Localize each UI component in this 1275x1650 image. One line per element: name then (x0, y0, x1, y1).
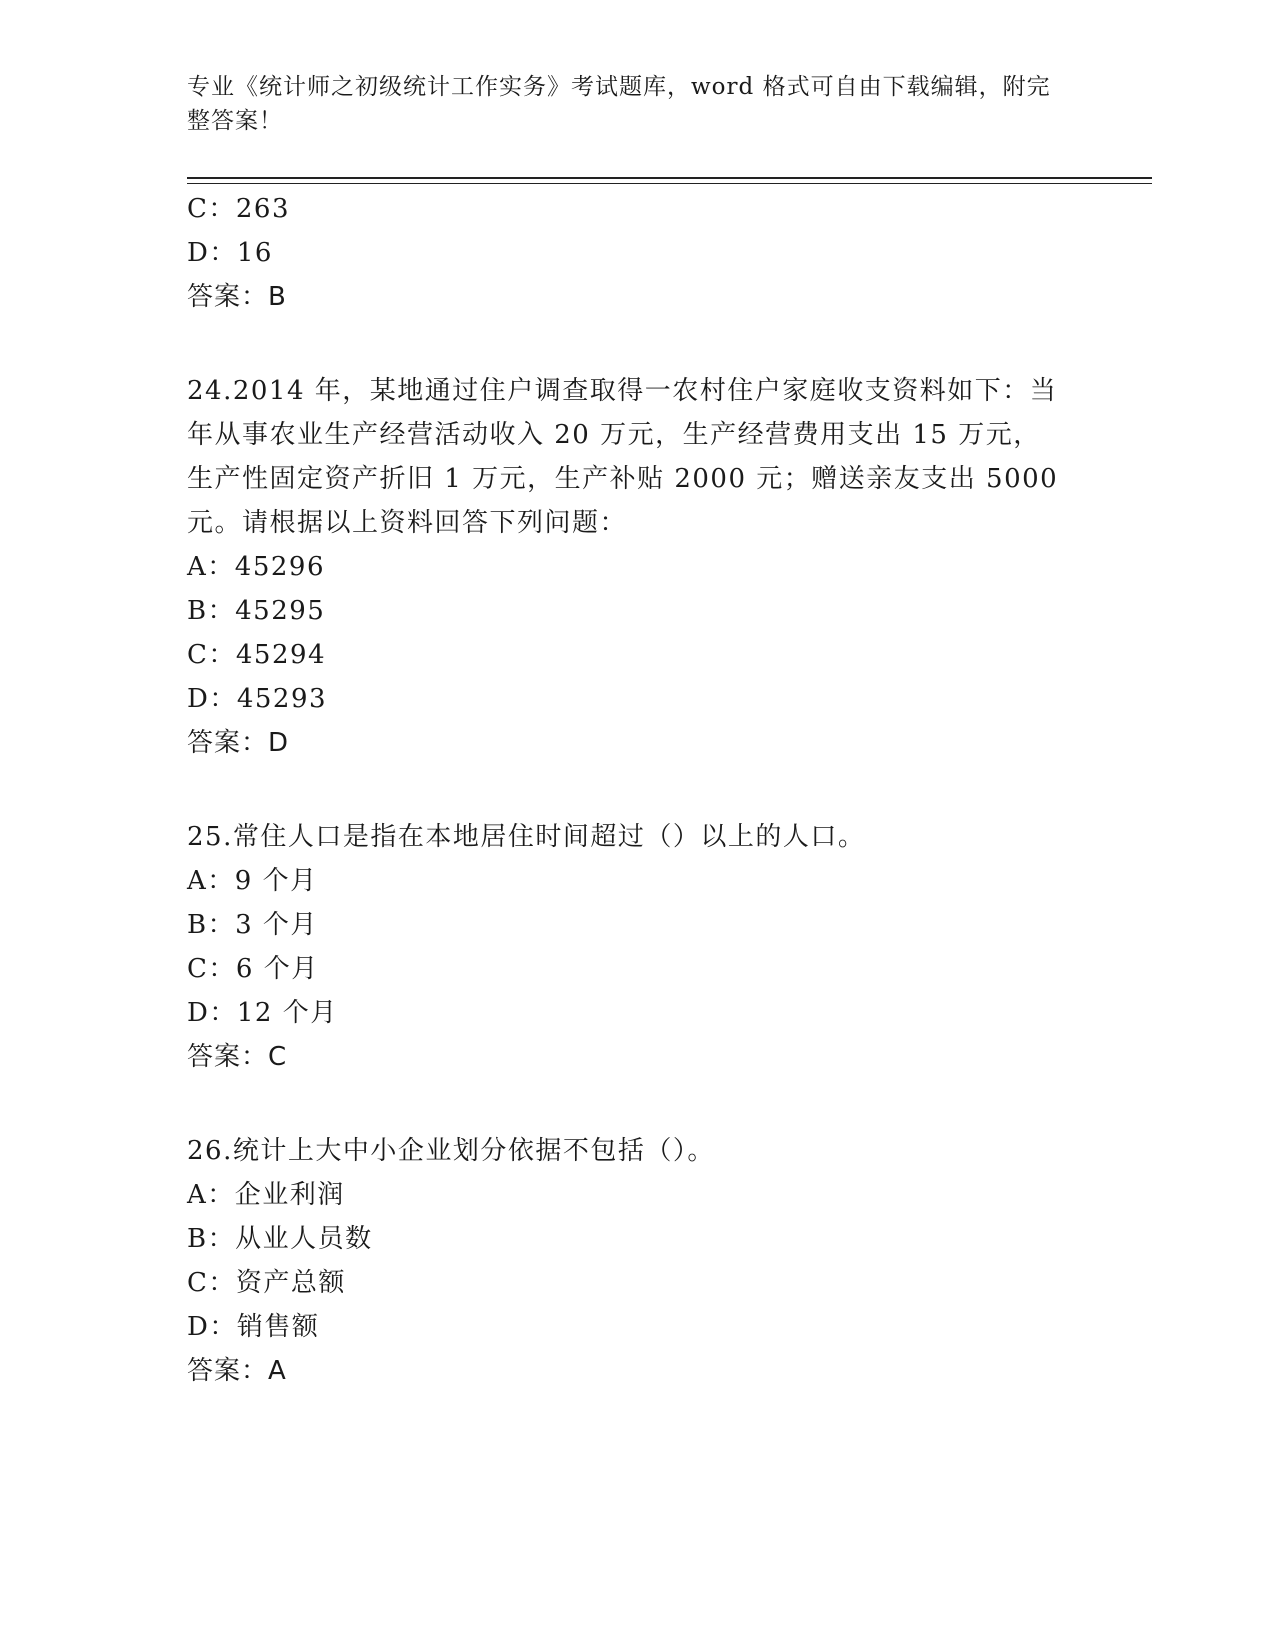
q26-question: 26.统计上大中小企业划分依据不包括（）。 (187, 1136, 715, 1166)
q25-option-a: A：9 个月 (187, 866, 318, 896)
header-divider-thin (187, 183, 1152, 184)
q24-question-line-1: 24.2014 年，某地通过住户调查取得一农村住户家庭收支资料如下：当 (187, 376, 1058, 406)
q26-answer: 答案：A (187, 1356, 287, 1386)
q23-option-c: C：263 (187, 194, 291, 224)
q26-option-b: B：从业人员数 (187, 1224, 373, 1254)
q24-option-c: C：45294 (187, 640, 327, 670)
q26-option-d: D：销售额 (187, 1312, 320, 1342)
q24-question-line-4: 元。请根据以上资料回答下列问题： (187, 508, 628, 538)
q26-option-a: A：企业利润 (187, 1180, 345, 1210)
document-header (187, 70, 1067, 138)
q24-option-d: D：45293 (187, 684, 328, 714)
header-divider-thick (187, 177, 1152, 179)
q25-answer: 答案：C (187, 1042, 288, 1072)
q24-option-a: A：45296 (187, 552, 325, 582)
q25-question: 25.常住人口是指在本地居住时间超过（）以上的人口。 (187, 822, 866, 852)
header-title-line-1: 专业《统计师之初级统计工作实务》考试题库，word 格式可自由下载编辑，附完 (187, 74, 1051, 100)
q25-option-b: B：3 个月 (187, 910, 318, 940)
q26-option-c: C：资产总额 (187, 1268, 346, 1298)
q23-answer: 答案：B (187, 282, 287, 312)
q23-option-d: D：16 (187, 238, 273, 268)
q25-option-c: C：6 个月 (187, 954, 319, 984)
q24-question-line-3: 生产性固定资产折旧 1 万元，生产补贴 2000 元；赠送亲友支出 5000 (187, 464, 1059, 494)
q24-option-b: B：45295 (187, 596, 326, 626)
q25-option-d: D：12 个月 (187, 998, 338, 1028)
q24-question-line-2: 年从事农业生产经营活动收入 20 万元，生产经营费用支出 15 万元， (187, 420, 1041, 450)
q24-answer: 答案：D (187, 728, 290, 758)
header-title-line-2: 整答案！ (187, 108, 283, 134)
